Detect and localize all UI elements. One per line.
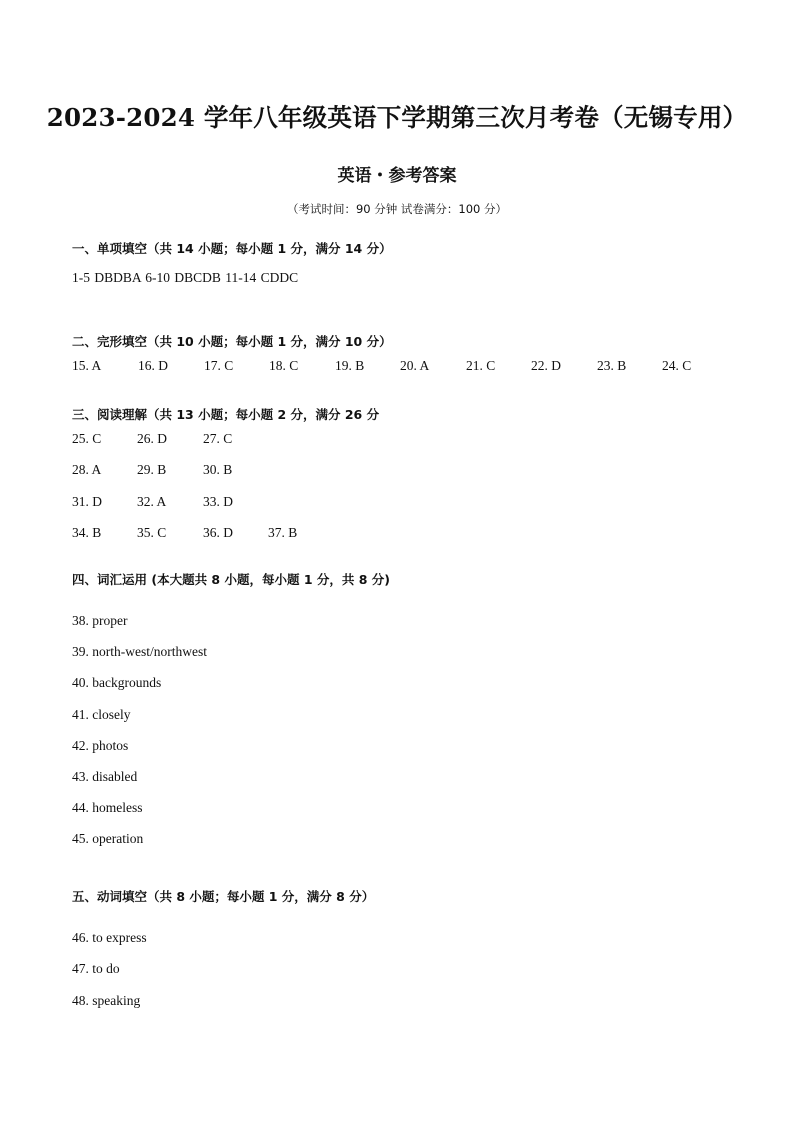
answer-item: 36. D (203, 525, 233, 540)
page-title: 2023-2024 学年八年级英语下学期第三次月考卷（无锡专用） (46, 103, 748, 132)
answer-item: 20. A (400, 358, 430, 373)
answer-item: 19. B (335, 358, 365, 373)
page-subtitle: 英语・参考答案 (337, 166, 457, 186)
answer-item: 29. B (137, 462, 167, 477)
answer-item: 15. A (72, 358, 102, 373)
section-3-heading: 三、阅读理解（共 13 小题；每小题 2 分，满分 26 分 (72, 407, 380, 422)
answer-item: 31. D (72, 494, 102, 509)
answer-item: 21. C (466, 358, 496, 373)
answer-item: 48. speaking (72, 993, 141, 1008)
exam-info-note: （考试时间：90 分钟 试卷满分：100 分） (286, 202, 508, 216)
answer-item: 43. disabled (72, 769, 138, 784)
answer-item: 40. backgrounds (72, 675, 162, 690)
section-1-heading: 一、单项填空（共 14 小题；每小题 1 分，满分 14 分） (72, 241, 392, 256)
answer-item: 28. A (72, 462, 102, 477)
answer-item: 37. B (268, 525, 298, 540)
answer-item: 44. homeless (72, 800, 143, 815)
answer-item: 39. north-west/northwest (72, 644, 207, 659)
answer-item: 33. D (203, 494, 233, 509)
answer-item: 16. D (138, 358, 168, 373)
answer-item: 26. D (137, 431, 167, 446)
section-5-heading: 五、动词填空（共 8 小题；每小题 1 分，满分 8 分） (72, 889, 375, 904)
answer-item: 30. B (203, 462, 233, 477)
answer-item: 27. C (203, 431, 233, 446)
answer-item: 17. C (204, 358, 234, 373)
answer-item: 46. to express (72, 930, 147, 945)
answer-item: 18. C (269, 358, 299, 373)
section-2-heading: 二、完形填空（共 10 小题；每小题 1 分，满分 10 分） (72, 334, 392, 349)
section-1-answers: 1-5 DBDBA 6-10 DBCDB 11-14 CDDC (72, 270, 299, 285)
answer-item: 45. operation (72, 831, 144, 846)
section-4-heading: 四、词汇运用 (本大题共 8 小题，每小题 1 分，共 8 分) (72, 572, 390, 587)
answer-item: 38. proper (72, 613, 128, 628)
answer-item: 25. C (72, 431, 102, 446)
answer-item: 32. A (137, 494, 167, 509)
answer-item: 22. D (531, 358, 561, 373)
answer-item: 34. B (72, 525, 102, 540)
answer-item: 42. photos (72, 738, 129, 753)
answer-item: 35. C (137, 525, 167, 540)
answer-item: 41. closely (72, 707, 131, 722)
answer-item: 47. to do (72, 961, 120, 976)
answer-item: 23. B (597, 358, 627, 373)
answer-item: 24. C (662, 358, 692, 373)
